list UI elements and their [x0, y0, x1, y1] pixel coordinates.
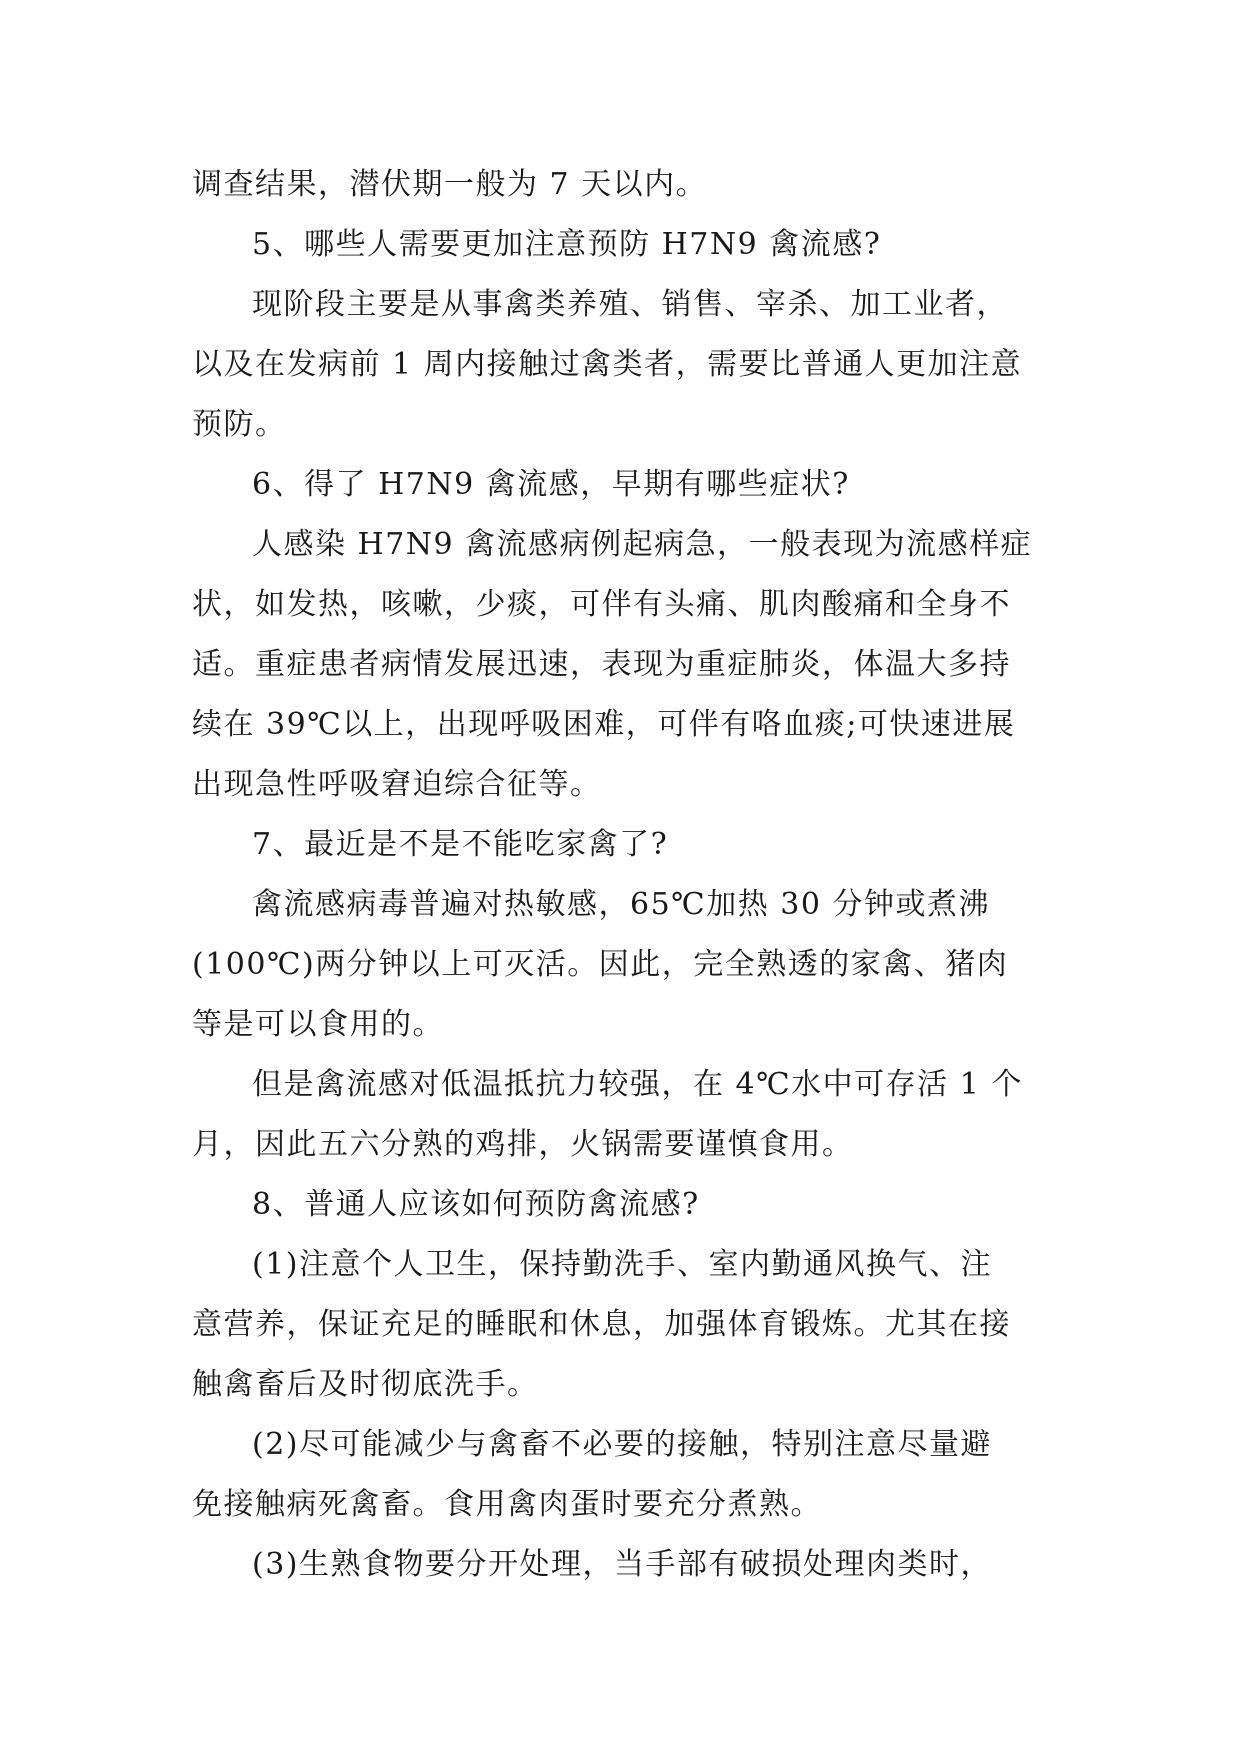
- paragraph-line: 以及在发病前 1 周内接触过禽类者，需要比普通人更加注意: [192, 347, 1023, 382]
- paragraph-line: 人感染 H7N9 禽流感病例起病急，一般表现为流感样症: [252, 527, 1033, 562]
- list-item-line: 免接触病死禽畜。食用禽肉蛋时要充分煮熟。: [192, 1487, 822, 1522]
- paragraph-line: 月，因此五六分熟的鸡排，火锅需要谨慎食用。: [192, 1127, 854, 1162]
- list-item-line: (3)生熟食物要分开处理，当手部有破损处理肉类时，: [252, 1547, 992, 1582]
- question-heading: 6、得了 H7N9 禽流感，早期有哪些症状?: [252, 467, 850, 502]
- paragraph-line: 出现急性呼吸窘迫综合征等。: [192, 767, 602, 802]
- paragraph-line: 禽流感病毒普遍对热敏感，65℃加热 30 分钟或煮沸: [252, 887, 990, 922]
- question-heading: 5、哪些人需要更加注意预防 H7N9 禽流感?: [252, 227, 882, 262]
- question-heading: 7、最近是不是不能吃家禽了?: [252, 827, 669, 862]
- list-item-line: (1)注意个人卫生，保持勤洗手、室内勤通风换气、注: [252, 1247, 992, 1282]
- paragraph-line: 适。重症患者病情发展迅速，表现为重症肺炎，体温大多持: [192, 647, 1011, 682]
- paragraph-line: 现阶段主要是从事禽类养殖、销售、宰杀、加工业者，: [252, 287, 1008, 322]
- question-heading: 8、普通人应该如何预防禽流感?: [252, 1187, 700, 1222]
- paragraph-line: 续在 39℃以上，出现呼吸困难，可伴有咯血痰;可快速进展: [192, 707, 1016, 742]
- paragraph-line: 预防。: [192, 407, 287, 442]
- list-item-line: 意营养，保证充足的睡眠和休息，加强体育锻炼。尤其在接: [192, 1307, 1011, 1342]
- paragraph-line: 但是禽流感对低温抵抗力较强，在 4℃水中可存活 1 个: [252, 1067, 1023, 1102]
- paragraph-line: (100℃)两分钟以上可灭活。因此，完全熟透的家禽、猪肉: [192, 947, 1009, 982]
- list-item-line: 触禽畜后及时彻底洗手。: [192, 1367, 539, 1402]
- paragraph-line: 状，如发热，咳嗽，少痰，可伴有头痛、肌肉酸痛和全身不: [192, 587, 1011, 622]
- document-body: [192, 155, 1052, 1595]
- list-item-line: (2)尽可能减少与禽畜不必要的接触，特别注意尽量避: [252, 1427, 992, 1462]
- paragraph-line: 调查结果，潜伏期一般为 7 天以内。: [192, 167, 708, 202]
- paragraph-line: 等是可以食用的。: [192, 1007, 444, 1042]
